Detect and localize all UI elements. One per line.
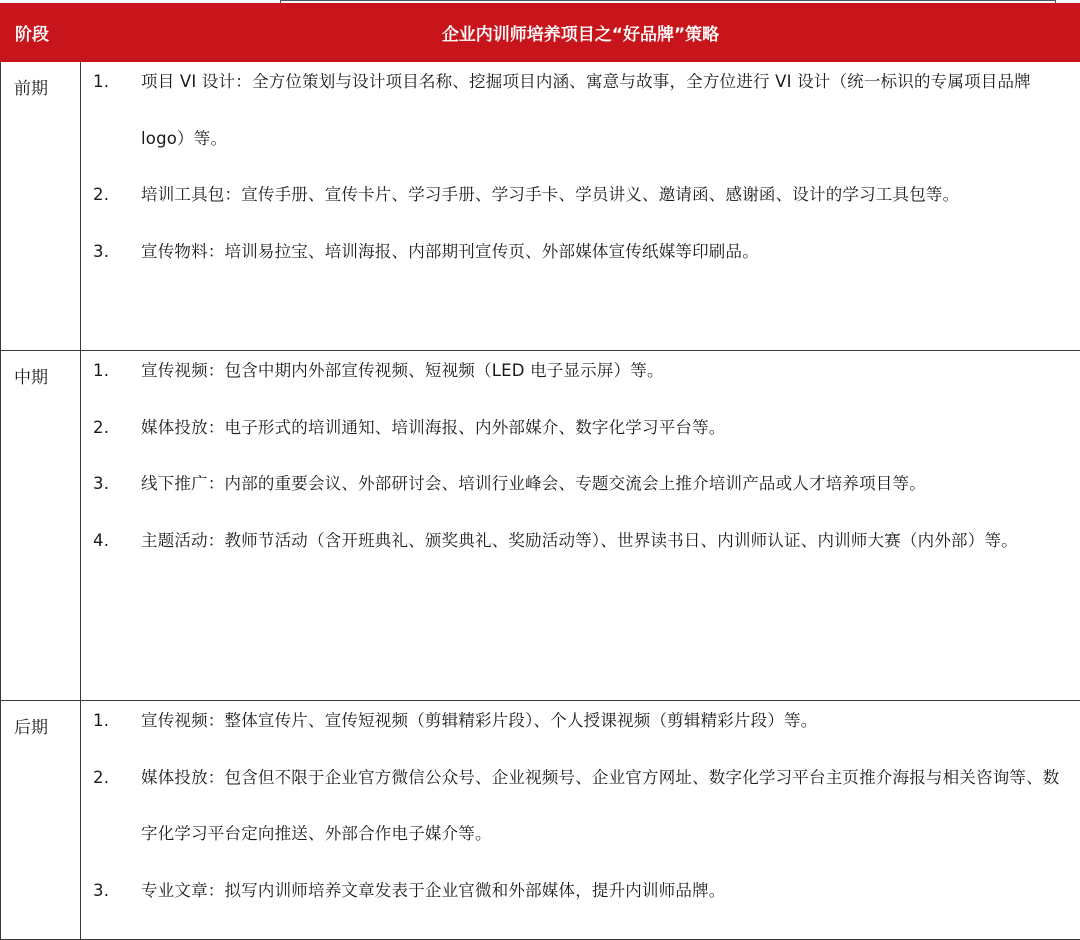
item-text: 媒体投放：包含但不限于企业官方微信公众号、企业视频号、企业官方网址、数字化学习平台主页推介海报与相关咨询等、数字化学习平台定向推送、外部合作电子媒介等。 <box>141 768 1060 844</box>
item-list <box>81 343 1080 569</box>
item-number: 1. <box>93 343 109 400</box>
list-item <box>81 167 1080 224</box>
item-number: 2. <box>93 750 109 807</box>
stage-content <box>81 701 1080 940</box>
list-item <box>81 863 1080 920</box>
stage-content <box>81 62 1080 351</box>
item-number: 1. <box>93 54 109 111</box>
list-item <box>81 343 1080 400</box>
list-item <box>81 224 1080 281</box>
item-number: 3. <box>93 224 109 281</box>
list-item <box>81 400 1080 457</box>
list-item <box>81 456 1080 513</box>
table-header-row <box>1 4 1080 62</box>
item-list <box>81 693 1080 919</box>
item-text: 线下推广：内部的重要会议、外部研讨会、培训行业峰会、专题交流会上推介培训产品或人才培养项目等。 <box>141 474 926 493</box>
stage-label: 前期 <box>1 62 81 351</box>
item-text: 项目 VI 设计：全方位策划与设计项目名称、挖掘项目内涵、寓意与故事，全方位进行 VI 设计（统一标识的专属项目品牌 logo）等。 <box>141 72 1031 148</box>
list-item <box>81 54 1080 167</box>
item-number: 3. <box>93 456 109 513</box>
stage-content <box>81 351 1080 701</box>
list-item <box>81 693 1080 750</box>
item-text: 专业文章：拟写内训师培养文章发表于企业官微和外部媒体，提升内训师品牌。 <box>141 881 726 900</box>
item-number: 2. <box>93 400 109 457</box>
item-text: 媒体投放：电子形式的培训通知、培训海报、内外部媒介、数字化学习平台等。 <box>141 418 726 437</box>
item-text: 宣传物料：培训易拉宝、培训海报、内部期刊宣传页、外部媒体宣传纸媒等印刷品。 <box>141 242 759 261</box>
item-number: 3. <box>93 863 109 920</box>
item-number: 4. <box>93 513 109 570</box>
stage-label: 后期 <box>1 701 81 940</box>
list-item <box>81 513 1080 570</box>
list-item <box>81 750 1080 863</box>
item-text: 主题活动：教师节活动（含开班典礼、颁奖典礼、奖励活动等）、世界读书日、内训师认证、内训师大赛（内外部）等。 <box>141 531 1018 550</box>
table-row <box>1 701 1080 940</box>
stage-label: 中期 <box>1 351 81 701</box>
stage-column-header: 阶段 <box>1 4 81 62</box>
item-number: 2. <box>93 167 109 224</box>
item-list <box>81 54 1080 280</box>
item-text: 培训工具包：宣传手册、宣传卡片、学习手册、学习手卡、学员讲义、邀请函、感谢函、设计的学习工具包等。 <box>141 185 959 204</box>
table-row <box>1 351 1080 701</box>
item-text: 宣传视频：包含中期内外部宣传视频、短视频（LED 电子显示屏）等。 <box>141 361 664 380</box>
item-number: 1. <box>93 693 109 750</box>
strategy-table <box>0 3 1080 940</box>
table-row <box>1 62 1080 351</box>
item-text: 宣传视频：整体宣传片、宣传短视频（剪辑精彩片段）、个人授课视频（剪辑精彩片段）等。 <box>141 711 817 730</box>
table-title: 企业内训师培养项目之“好品牌”策略 <box>81 4 1080 62</box>
